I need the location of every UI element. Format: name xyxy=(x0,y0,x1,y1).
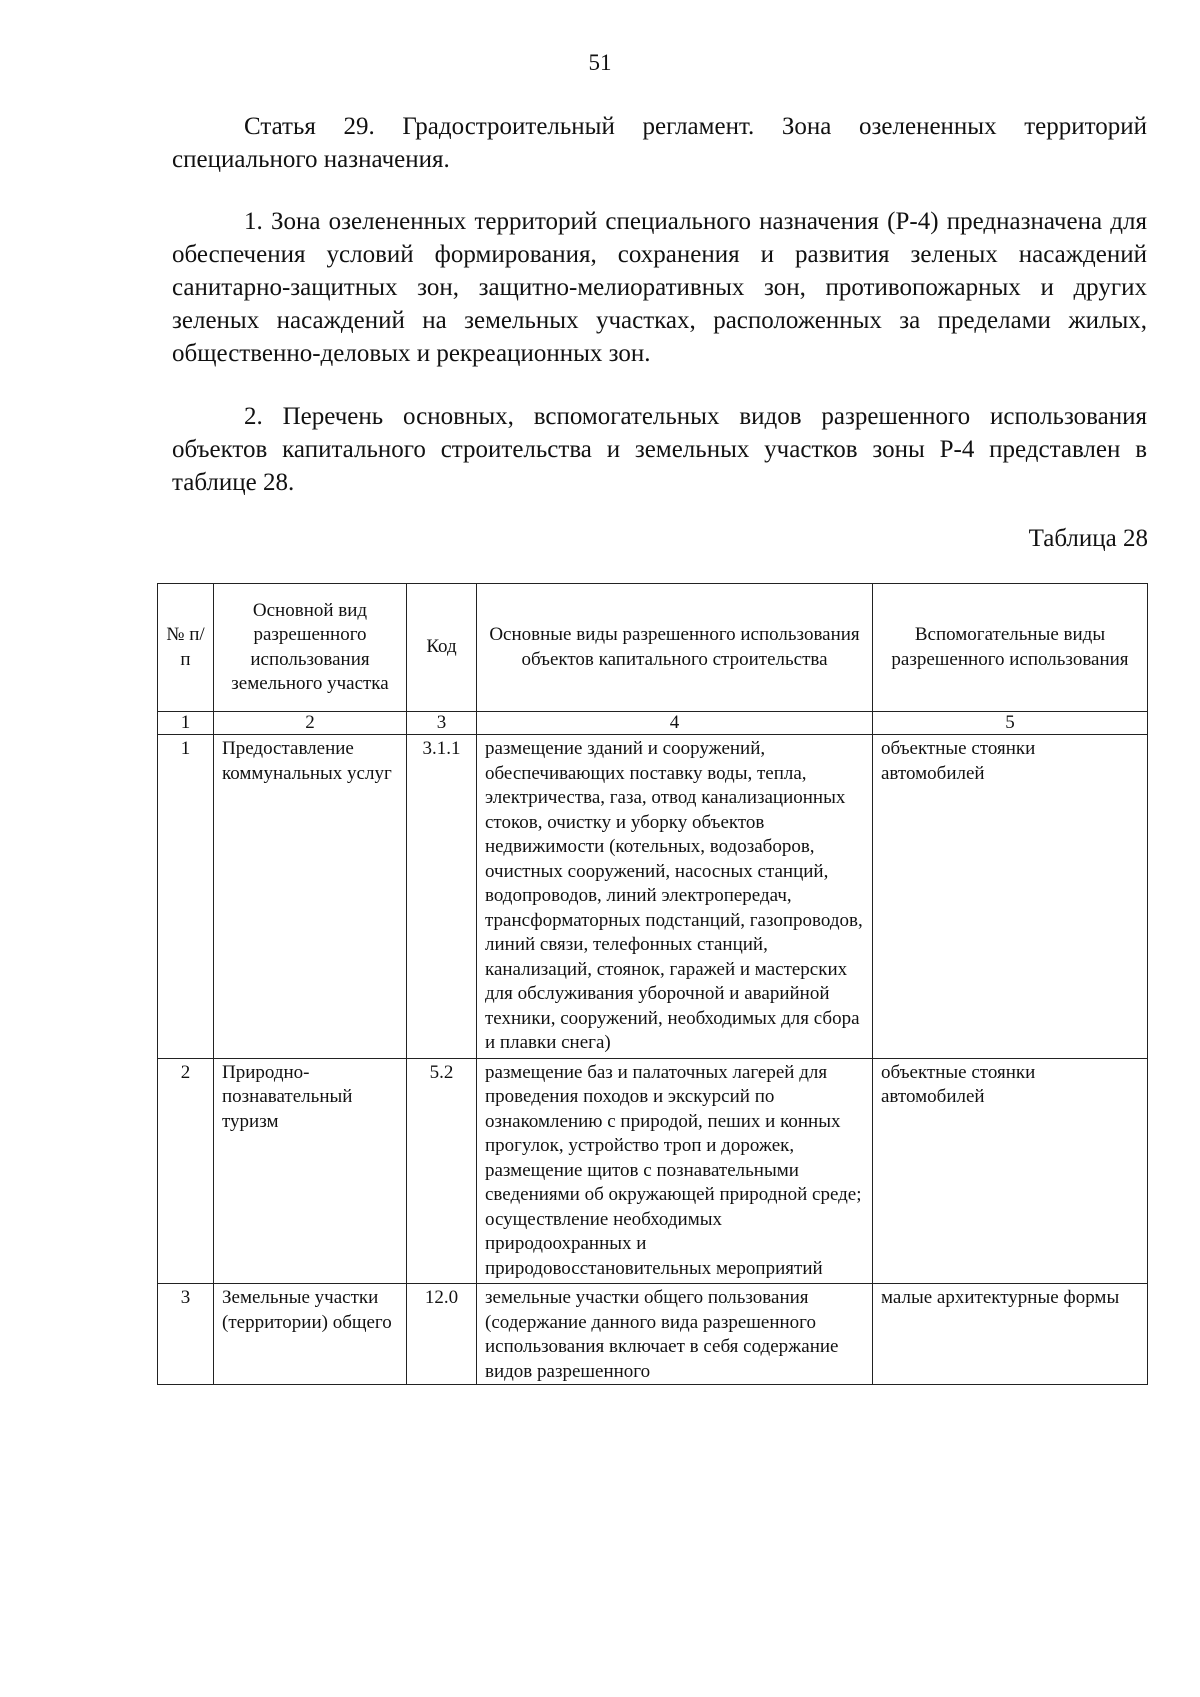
table-header-row xyxy=(158,584,1148,712)
row-auxiliary: малые архитектурные формы xyxy=(873,1284,1148,1385)
row-main-use xyxy=(214,1284,407,1385)
paragraph-1-text: 1. Зона озелененных территорий специального назначения (Р-4) предназначена для обеспечения условий формирования, сохранения и развития зеленых насаждений санитарно-защитных зон, защитно-мелиоративных зон, противопожарных и других зеленых насаждений на земельных участках, расположенных за пределами жилых, общественно-деловых и рекреационных зон. xyxy=(172,208,1147,367)
header-main-use: Основной вид разрешенного использования земельного участка xyxy=(214,584,407,712)
row-main-use: Предоставление коммунальных услуг xyxy=(214,735,407,1059)
header-num: № п/п xyxy=(158,584,214,712)
column-number: 4 xyxy=(477,712,873,735)
paragraph-2-text: 2. Перечень основных, вспомогательных видов разрешенного использования объектов капитального строительства и земельных участков зоны Р-4 представлен в таблице 28. xyxy=(172,403,1147,496)
row-code: 12.0 xyxy=(407,1284,477,1385)
table-row xyxy=(158,1284,1148,1385)
row-auxiliary: объектные стоянки автомобилей xyxy=(873,1058,1148,1284)
header-auxiliary: Вспомогательные виды разрешенного использования xyxy=(873,584,1148,712)
row-main-use: Природно-познавательный туризм xyxy=(214,1058,407,1284)
row-auxiliary: объектные стоянки автомобилей xyxy=(873,735,1148,1059)
row-code: 3.1.1 xyxy=(407,735,477,1059)
regulation-table xyxy=(157,583,1148,1385)
column-number: 2 xyxy=(214,712,407,735)
row-num: 3 xyxy=(158,1284,214,1385)
column-number: 5 xyxy=(873,712,1148,735)
table-row xyxy=(158,1058,1148,1284)
table-row xyxy=(158,735,1148,1059)
paragraph-1 xyxy=(172,205,1147,370)
table-caption: Таблица 28 xyxy=(1028,525,1148,552)
row-main-use-text: Земельные участки (территории) общего xyxy=(222,1287,392,1333)
row-num: 2 xyxy=(158,1058,214,1284)
header-code: Код xyxy=(407,584,477,712)
row-code: 5.2 xyxy=(407,1058,477,1284)
row-description-text: земельные участки общего пользования (содержание данного вида разрешенного использования включает в себя содержание видов разрешенного xyxy=(485,1287,839,1382)
column-number: 1 xyxy=(158,712,214,735)
article-heading-text: Статья 29. Градостроительный регламент. Зона озелененных территорий специального назначения. xyxy=(172,113,1147,173)
column-number-row xyxy=(158,712,1148,735)
column-number: 3 xyxy=(407,712,477,735)
row-num: 1 xyxy=(158,735,214,1059)
paragraph-2 xyxy=(172,400,1147,499)
row-description: размещение баз и палаточных лагерей для проведения походов и экскурсий по ознакомлению с природой, пеших и конных прогулок, устройство троп и дорожек, размещение щитов с познавательными сведениями об окружающей природной среде; осуществление необходимых природоохранных и природовосстановительных мероприятий xyxy=(477,1058,873,1284)
page-number: 51 xyxy=(588,50,612,75)
header-description: Основные виды разрешенного использования объектов капитального строительства xyxy=(477,584,873,712)
article-heading xyxy=(172,110,1147,176)
row-description: размещение зданий и сооружений, обеспечивающих поставку воды, тепла, электричества, газа, отвод канализационных стоков, очистку и уборку объектов недвижимости (котельных, водозаборов, очистных сооружений, насосных станций, водопроводов, линий электропередач, трансформаторных подстанций, газопроводов, линий связи, телефонных станций, канализаций, стоянок, гаражей и мастерских для обслуживания уборочной и аварийной техники, сооружений, необходимых для сбора и плавки снега) xyxy=(477,735,873,1059)
row-description xyxy=(477,1284,873,1385)
